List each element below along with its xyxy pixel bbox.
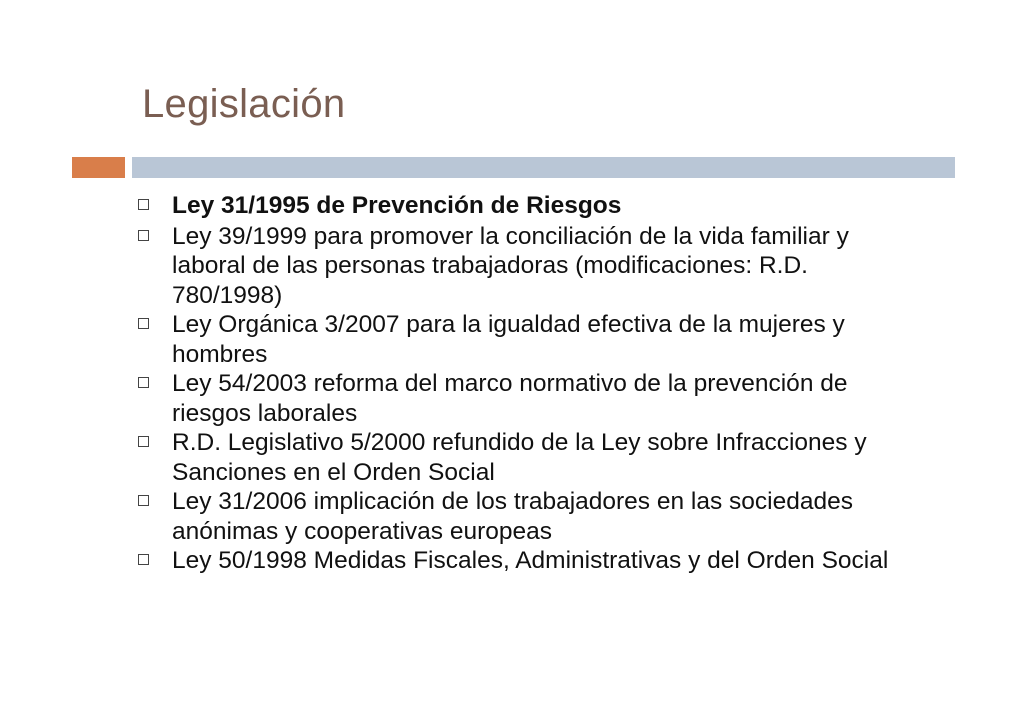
list-item-text: Ley 50/1998 Medidas Fiscales, Administrativas y del Orden Social <box>172 547 889 574</box>
title-accent-bar <box>72 157 125 178</box>
list-item-text: Ley 54/2003 reforma del marco normativo de la prevención de riesgos laborales <box>172 370 848 427</box>
list-item <box>138 310 918 369</box>
legislation-list <box>138 191 918 576</box>
square-bullet-icon <box>138 554 149 565</box>
list-item <box>138 222 918 311</box>
list-item <box>138 487 918 546</box>
square-bullet-icon <box>138 230 149 241</box>
square-bullet-icon <box>138 318 149 329</box>
list-item <box>138 369 918 428</box>
slide-title: Legislación <box>142 82 346 126</box>
square-bullet-icon <box>138 436 149 447</box>
list-item-text: Ley Orgánica 3/2007 para la igualdad efectiva de la mujeres y hombres <box>172 311 845 368</box>
list-item-text: Ley 31/2006 implicación de los trabajadores en las sociedades anónimas y cooperativas europeas <box>172 488 853 545</box>
list-item <box>138 191 918 221</box>
square-bullet-icon <box>138 495 149 506</box>
square-bullet-icon <box>138 377 149 388</box>
list-item <box>138 428 918 487</box>
list-item-text: Ley 39/1999 para promover la conciliación de la vida familiar y laboral de las personas trabajadoras (modificaciones: R.D. 780/1998) <box>172 222 849 309</box>
title-underline-bar <box>132 157 955 178</box>
square-bullet-icon <box>138 199 149 210</box>
list-item <box>138 546 918 576</box>
list-item-text: R.D. Legislativo 5/2000 refundido de la Ley sobre Infracciones y Sanciones en el Orden Social <box>172 429 867 486</box>
list-item-text: Ley 31/1995 de Prevención de Riesgos <box>172 192 622 219</box>
